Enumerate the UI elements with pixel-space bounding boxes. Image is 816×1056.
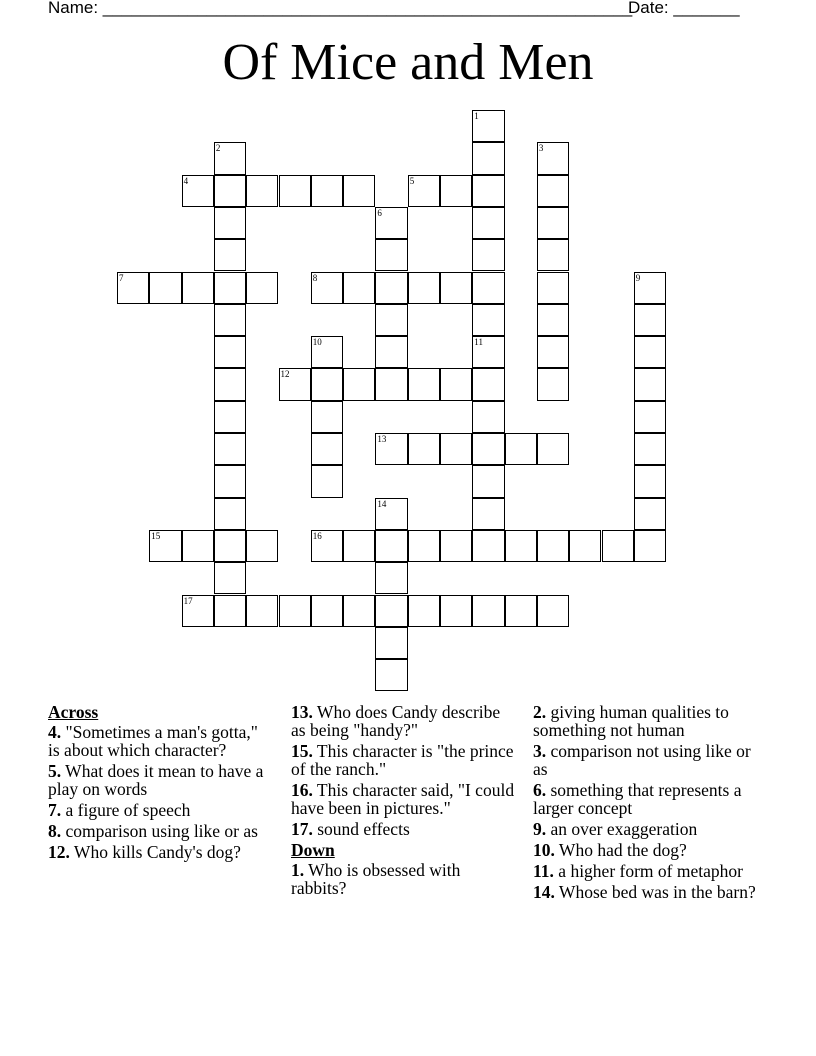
across-heading: Across: [48, 702, 99, 722]
clue-number-label: 4: [183, 175, 189, 186]
crossword-cell[interactable]: [472, 498, 504, 530]
crossword-cell[interactable]: [408, 433, 440, 465]
crossword-cell[interactable]: [214, 142, 246, 174]
crossword-cell[interactable]: [279, 595, 311, 627]
clue-number-label: 11: [474, 337, 483, 348]
crossword-cell[interactable]: [472, 465, 504, 497]
crossword-cell[interactable]: [214, 175, 246, 207]
crossword-cell[interactable]: [279, 368, 311, 400]
crossword-cell[interactable]: [214, 368, 246, 400]
crossword-cell[interactable]: [375, 207, 407, 239]
crossword-cell[interactable]: [311, 595, 343, 627]
crossword-cell[interactable]: [214, 239, 246, 271]
clue-number-label: 15: [151, 530, 161, 541]
crossword-cell[interactable]: [537, 595, 569, 627]
crossword-cell[interactable]: [602, 530, 634, 562]
clue-down-9: 9. an over exaggeration: [533, 819, 698, 839]
clue-across-13: 13. Who does Candy describe as being "handy?": [291, 702, 501, 740]
clue-across-5: 5. What does it mean to have a play on words: [48, 761, 264, 799]
crossword-cell[interactable]: [182, 595, 214, 627]
crossword-cell[interactable]: [440, 530, 472, 562]
clue-number-label: 12: [280, 369, 290, 380]
crossword-cell[interactable]: [375, 659, 407, 691]
crossword-cell[interactable]: [375, 433, 407, 465]
clue-number-label: 2: [215, 143, 221, 154]
clue-across-16: 16. This character said, "I could have been in pictures.": [291, 780, 515, 818]
crossword-cell[interactable]: [472, 207, 504, 239]
crossword-cell[interactable]: [246, 530, 278, 562]
crossword-cell[interactable]: [214, 595, 246, 627]
clue-number-label: 6: [377, 207, 382, 218]
crossword-cell[interactable]: [440, 272, 472, 304]
crossword-cell[interactable]: [472, 336, 504, 368]
crossword-cell[interactable]: [537, 175, 569, 207]
crossword-cell[interactable]: [537, 433, 569, 465]
crossword-cell[interactable]: [537, 207, 569, 239]
crossword-cell[interactable]: [311, 530, 343, 562]
crossword-cell[interactable]: [634, 465, 666, 497]
crossword-cell[interactable]: [214, 562, 246, 594]
clue-number-label: 17: [183, 595, 193, 606]
crossword-cell[interactable]: [311, 465, 343, 497]
crossword-cell[interactable]: [214, 498, 246, 530]
clue-across-12: 12. Who kills Candy's dog?: [48, 842, 241, 862]
crossword-cell[interactable]: [472, 433, 504, 465]
clue-across-15: 15. This character is "the prince of the ranch.": [291, 741, 514, 779]
clue-number-label: 1: [474, 111, 479, 121]
crossword-cell[interactable]: [375, 498, 407, 530]
crossword-cell[interactable]: [569, 530, 601, 562]
crossword-cell[interactable]: [279, 175, 311, 207]
crossword-cell[interactable]: [214, 465, 246, 497]
crossword-cell[interactable]: [214, 207, 246, 239]
crossword-cell[interactable]: [440, 595, 472, 627]
date-field[interactable]: Date: _______: [628, 0, 740, 17]
crossword-cell[interactable]: [505, 595, 537, 627]
crossword-cell[interactable]: [311, 368, 343, 400]
page-title: Of Mice and Men: [222, 34, 594, 91]
clue-number-label: 7: [119, 272, 124, 283]
crossword-cell[interactable]: [472, 401, 504, 433]
clue-number-label: 14: [377, 498, 387, 509]
crossword-cell[interactable]: [246, 175, 278, 207]
crossword-cell[interactable]: [505, 433, 537, 465]
crossword-cell[interactable]: [214, 401, 246, 433]
clue-across-4: 4. "Sometimes a man's gotta," is about which character?: [48, 722, 258, 760]
clue-across-8: 8. comparison using like or as: [48, 821, 258, 841]
crossword-cell[interactable]: [634, 304, 666, 336]
crossword-cell[interactable]: [182, 175, 214, 207]
crossword-cell[interactable]: [472, 368, 504, 400]
crossword-cell[interactable]: [634, 498, 666, 530]
clue-number-label: 10: [312, 337, 322, 348]
crossword-cell[interactable]: [472, 239, 504, 271]
crossword-cell[interactable]: [343, 272, 375, 304]
crossword-cell[interactable]: [440, 368, 472, 400]
crossword-cell[interactable]: [214, 433, 246, 465]
clue-column-3: [533, 703, 768, 904]
clue-across-17: 17. sound effects: [291, 819, 410, 839]
clue-down-3: 3. comparison not using like or as: [533, 741, 751, 779]
crossword-cell[interactable]: [408, 272, 440, 304]
crossword-cell[interactable]: [117, 272, 149, 304]
crossword-cell[interactable]: [214, 530, 246, 562]
crossword-cell[interactable]: [343, 530, 375, 562]
crossword-cell[interactable]: [149, 272, 181, 304]
crossword-cell[interactable]: [182, 272, 214, 304]
crossword-cell[interactable]: [375, 627, 407, 659]
clue-column-1: [48, 703, 268, 864]
crossword-cell[interactable]: [537, 530, 569, 562]
clue-down-1: 1. Who is obsessed with rabbits?: [291, 860, 461, 898]
crossword-cell[interactable]: [311, 401, 343, 433]
clue-number-label: 16: [312, 530, 322, 541]
clue-number-label: 9: [635, 272, 641, 283]
down-heading: Down: [291, 840, 335, 860]
crossword-cell[interactable]: [472, 142, 504, 174]
crossword-cell[interactable]: [149, 530, 181, 562]
crossword-cell[interactable]: [408, 175, 440, 207]
crossword-cell[interactable]: [472, 175, 504, 207]
crossword-cell[interactable]: [311, 175, 343, 207]
crossword-cell[interactable]: [343, 175, 375, 207]
clue-down-11: 11. a higher form of metaphor: [533, 861, 743, 881]
crossword-cell[interactable]: [472, 110, 504, 142]
crossword-cell[interactable]: [472, 595, 504, 627]
crossword-cell[interactable]: [634, 401, 666, 433]
crossword-cell[interactable]: [472, 530, 504, 562]
crossword-cell[interactable]: [440, 175, 472, 207]
clue-down-6: 6. something that represents a larger concept: [533, 780, 742, 818]
crossword-cell[interactable]: [408, 368, 440, 400]
clue-column-2: [291, 703, 516, 900]
crossword-cell[interactable]: [311, 336, 343, 368]
crossword-cell[interactable]: [343, 595, 375, 627]
crossword-cell[interactable]: [537, 142, 569, 174]
crossword-cell[interactable]: [537, 304, 569, 336]
crossword-cell[interactable]: [375, 272, 407, 304]
crossword-cell[interactable]: [375, 239, 407, 271]
crossword-cell[interactable]: [375, 336, 407, 368]
crossword-cell[interactable]: [375, 595, 407, 627]
crossword-cell[interactable]: [214, 272, 246, 304]
crossword-cell[interactable]: [634, 530, 666, 562]
name-field[interactable]: Name: ________________________________________________________: [48, 0, 633, 17]
crossword-cell[interactable]: [537, 368, 569, 400]
crossword-cell[interactable]: [311, 272, 343, 304]
crossword-cell[interactable]: [246, 272, 278, 304]
clue-down-10: 10. Who had the dog?: [533, 840, 687, 860]
crossword-cell[interactable]: [182, 530, 214, 562]
crossword-cell[interactable]: [440, 433, 472, 465]
crossword-cell[interactable]: [375, 562, 407, 594]
crossword-cell[interactable]: [375, 368, 407, 400]
crossword-cell[interactable]: [375, 530, 407, 562]
clue-number-label: 8: [312, 272, 318, 283]
crossword-cell[interactable]: [408, 530, 440, 562]
crossword-cell[interactable]: [537, 239, 569, 271]
crossword-cell[interactable]: [375, 304, 407, 336]
crossword-cell[interactable]: [537, 272, 569, 304]
clue-across-7: 7. a figure of speech: [48, 800, 191, 820]
clue-down-14: 14. Whose bed was in the barn?: [533, 882, 756, 902]
crossword-cell[interactable]: [634, 433, 666, 465]
crossword-cell[interactable]: [311, 433, 343, 465]
crossword-cell[interactable]: [634, 368, 666, 400]
crossword-cell[interactable]: [505, 530, 537, 562]
clue-down-2: 2. giving human qualities to something not human: [533, 702, 729, 740]
crossword-cell[interactable]: [634, 336, 666, 368]
crossword-cell[interactable]: [246, 595, 278, 627]
crossword-cell[interactable]: [214, 304, 246, 336]
crossword-cell[interactable]: [472, 304, 504, 336]
crossword-cell[interactable]: [408, 595, 440, 627]
crossword-cell[interactable]: [634, 272, 666, 304]
crossword-cell[interactable]: [537, 336, 569, 368]
crossword-cell[interactable]: [472, 272, 504, 304]
clue-number-label: 13: [377, 434, 387, 444]
clue-number-label: 3: [538, 143, 544, 154]
crossword-cell[interactable]: [214, 336, 246, 368]
crossword-cell[interactable]: [343, 368, 375, 400]
clue-number-label: 5: [409, 175, 415, 186]
